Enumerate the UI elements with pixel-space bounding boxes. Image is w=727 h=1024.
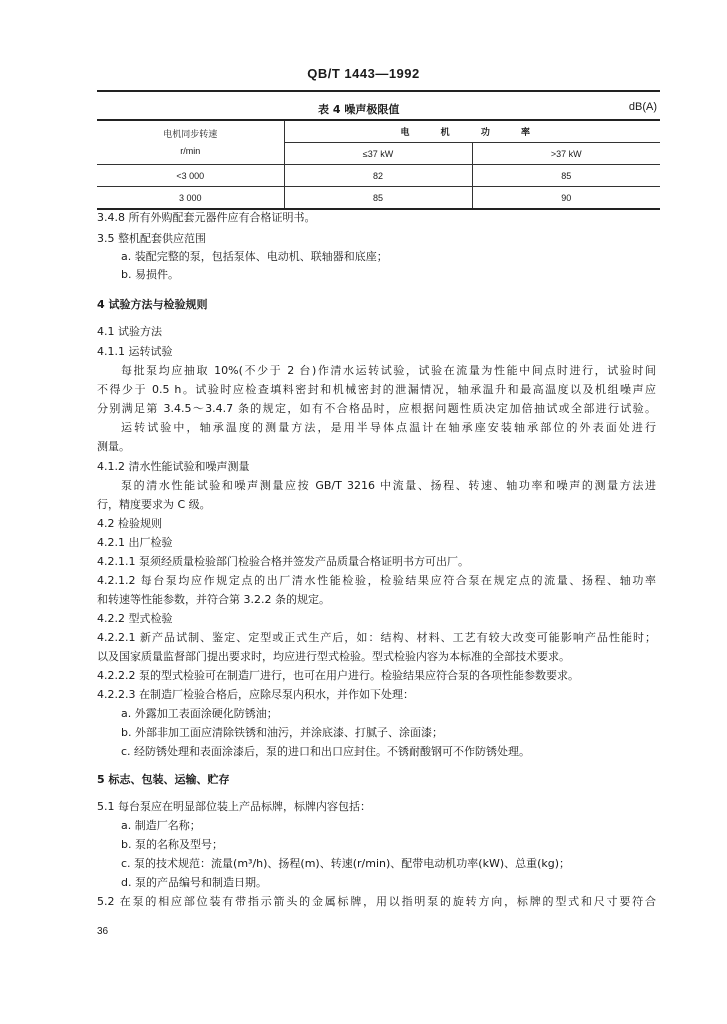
clause-4-1-1-heading: 4.1.1 运转试验 — [97, 345, 173, 358]
paragraph-line: 每批泵均应抽取 10%(不少于 2 台)作清水运转试验，试验在流量为性能中间点时进行，试验时间 — [121, 364, 656, 377]
clause-3-4-8: 3.4.8 所有外购配套元器件应有合格证明书。 — [97, 211, 316, 224]
list-item: c. 泵的技术规范：流量(m³/h)、扬程(m)、转速(r/min)、配带电动机功率(kW)、总重(kg)； — [121, 857, 571, 870]
paragraph-line: 测量。 — [97, 440, 130, 453]
paragraph-line: 和转速等性能参数，并符合第 3.2.2 条的规定。 — [97, 593, 330, 606]
clause-4-1-heading: 4.1 试验方法 — [97, 325, 162, 338]
paragraph-line: 以及国家质量监督部门提出要求时，均应进行型式检验。型式检验内容为本标准的全部技术要求。 — [97, 650, 570, 663]
clause-4-2-2-1: 4.2.2.1 新产品试制、鉴定、定型或正式生产后，如：结构、材料、工艺有较大改变可能影响产品性能时； — [97, 631, 656, 644]
header-cell-motor-power: 电 机 功 率 — [284, 120, 660, 143]
table-caption: 表 4 噪声极限值 — [318, 103, 400, 116]
list-item: a. 装配完整的泵，包括泵体、电动机、联轴器和底座； — [121, 250, 388, 263]
clause-4-2-1-1: 4.2.1.1 泵须经质量检验部门检验合格并签发产品质量合格证明书方可出厂。 — [97, 555, 469, 568]
clause-5-2: 5.2 在泵的相应部位装有带指示箭头的金属标牌，用以指明泵的旋转方向，标牌的型式和尺寸要符合 — [97, 895, 656, 908]
header-rule — [97, 90, 660, 92]
list-item: d. 泵的产品编号和制造日期。 — [121, 876, 267, 889]
table-unit: dB(A) — [628, 101, 657, 113]
list-item: b. 易损件。 — [121, 268, 179, 281]
header-cell-speed — [97, 120, 284, 165]
table-cell-high: 90 — [472, 187, 660, 210]
header-cell-power-high: >37 kW — [472, 143, 660, 165]
list-item: c. 经防锈处理和表面涂漆后，泵的进口和出口应封住。不锈耐酸钢可不作防锈处理。 — [121, 745, 531, 758]
clause-3-5-heading: 3.5 整机配套供应范围 — [97, 232, 206, 245]
table-cell-speed: 3 000 — [97, 187, 284, 210]
clause-4-1-2-heading: 4.1.2 清水性能试验和噪声测量 — [97, 460, 250, 473]
table-row — [97, 165, 660, 187]
paragraph-line: 行，精度要求为 C 级。 — [97, 498, 211, 511]
table-cell-speed: <3 000 — [97, 165, 284, 187]
paragraph-line: 分别满足第 3.4.5～3.4.7 条的规定，如有不合格品时，应根据问题性质决定加倍抽试或全部进行试验。 — [97, 402, 656, 415]
clause-4-2-1-heading: 4.2.1 出厂检验 — [97, 536, 173, 549]
standard-code-header: QB/T 1443—1992 — [307, 66, 420, 81]
header-speed-label: 电机同步转速 — [163, 129, 218, 140]
list-item: b. 泵的名称及型号； — [121, 838, 223, 851]
paragraph-line: 不得少于 0.5 h。试验时应检查填料密封和机械密封的泄漏情况，轴承温升和最高温度以及机组噪声应 — [97, 383, 656, 396]
header-speed-unit: r/min — [180, 145, 201, 156]
clause-4-2-2-2: 4.2.2.2 泵的型式检验可在制造厂进行，也可在用户进行。检验结果应符合泵的各项性能参数要求。 — [97, 669, 579, 682]
paragraph-line: 运转试验中，轴承温度的测量方法，是用半导体点温计在轴承座安装轴承部位的外表面处进行 — [121, 421, 656, 434]
section-4-heading: 4 试验方法与检验规则 — [97, 298, 208, 311]
section-5-heading: 5 标志、包装、运输、贮存 — [97, 773, 230, 786]
clause-5-1: 5.1 每台泵应在明显部位装上产品标牌，标牌内容包括： — [97, 800, 371, 813]
table-header-row — [97, 120, 660, 143]
clause-4-2-2-3: 4.2.2.3 在制造厂检验合格后，应除尽泵内积水，并作如下处理： — [97, 688, 414, 701]
header-cell-power-low: ≤37 kW — [284, 143, 472, 165]
table-cell-low: 85 — [284, 187, 472, 210]
paragraph-line: 泵的清水性能试验和噪声测量应按 GB/T 3216 中流量、扬程、转速、轴功率和噪声的测量方法进 — [121, 479, 656, 492]
page-number: 36 — [97, 926, 109, 937]
table-row — [97, 187, 660, 210]
list-item: b. 外部非加工面应清除铁锈和油污，并涂底漆、打腻子、涂面漆； — [121, 726, 443, 739]
table-cell-high: 85 — [472, 165, 660, 187]
clause-4-2-1-2: 4.2.1.2 每台泵均应作规定点的出厂清水性能检验，检验结果应符合泵在规定点的流量、扬程、轴功率 — [97, 574, 656, 587]
list-item: a. 制造厂名称； — [121, 819, 201, 832]
clause-4-2-heading: 4.2 检验规则 — [97, 517, 162, 530]
noise-limit-table — [97, 119, 660, 210]
clause-4-2-2-heading: 4.2.2 型式检验 — [97, 612, 173, 625]
table-cell-low: 82 — [284, 165, 472, 187]
list-item: a. 外露加工表面涂硬化防锈油； — [121, 707, 278, 720]
